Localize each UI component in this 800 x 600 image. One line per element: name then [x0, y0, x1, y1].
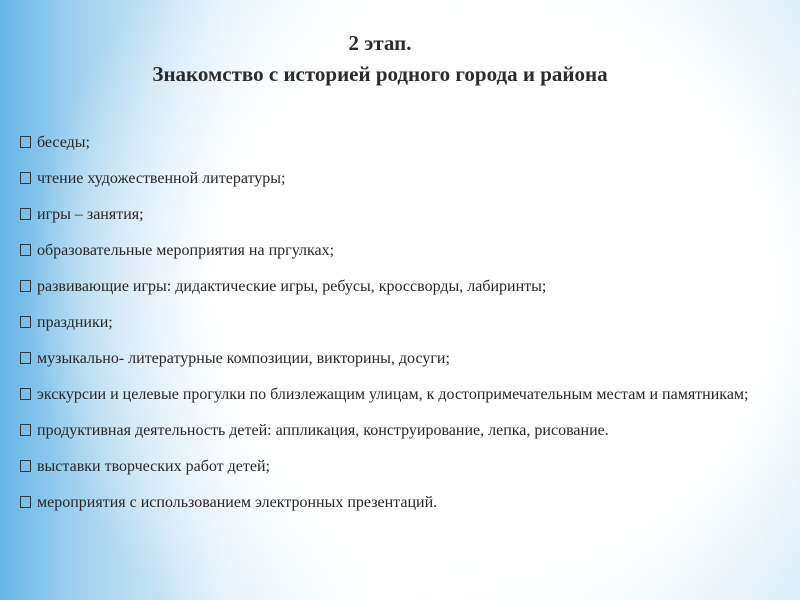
list-item [10, 168, 790, 190]
square-bullet-icon [20, 388, 31, 400]
square-bullet-icon [20, 352, 31, 364]
square-bullet-icon [20, 460, 31, 472]
list-item [10, 456, 790, 478]
list-item-text: образовательные мероприятия на пргулках; [37, 242, 335, 259]
list-item [10, 492, 790, 514]
list-item-text: праздники; [37, 314, 113, 331]
square-bullet-icon [20, 208, 31, 220]
square-bullet-icon [20, 424, 31, 436]
square-bullet-icon [20, 316, 31, 328]
list-item-text: развивающие игры: дидактические игры, ребусы, кроссворды, лабиринты; [37, 278, 547, 295]
square-bullet-icon [20, 244, 31, 256]
list-item-text: беседы; [37, 134, 90, 151]
list-item-text: мероприятия с использованием электронных презентаций. [37, 494, 438, 511]
square-bullet-icon [20, 280, 31, 292]
list-item-text: музыкально- литературные композиции, викторины, досуги; [37, 350, 450, 367]
list-item [10, 384, 790, 406]
square-bullet-icon [20, 496, 31, 508]
slide-title [0, 28, 760, 90]
list-item-text: игры – занятия; [37, 206, 144, 223]
list-item [10, 276, 790, 298]
list-item-text: выставки творческих работ детей; [37, 458, 270, 475]
list-item [10, 348, 790, 370]
list-item [10, 204, 790, 226]
slide-title-stage: 2 этап. [348, 31, 412, 55]
square-bullet-icon [20, 172, 31, 184]
list-item [10, 312, 790, 334]
square-bullet-icon [20, 136, 31, 148]
list-item [10, 132, 790, 154]
list-item-text: продуктивная деятельность детей: аппликация, конструирование, лепка, рисование. [37, 422, 609, 439]
slide-title-topic: Знакомство с историей родного города и района [152, 62, 608, 86]
list-item [10, 240, 790, 262]
list-item-text: чтение художественной литературы; [37, 170, 286, 187]
list-item [10, 420, 790, 442]
list-item-text: экскурсии и целевые прогулки по близлежащим улицам, к достопримечательным местам и памятникам; [37, 386, 749, 403]
activity-list [10, 132, 790, 528]
